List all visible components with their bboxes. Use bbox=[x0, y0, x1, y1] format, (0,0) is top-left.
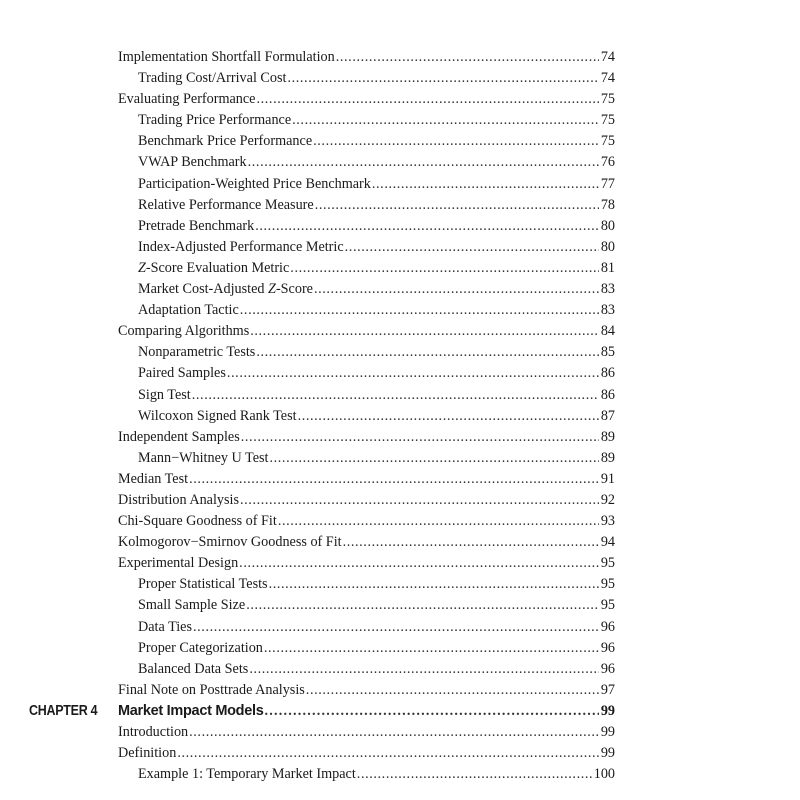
toc-entry-title: Median Test bbox=[118, 470, 189, 487]
toc-entry-title: Proper Categorization bbox=[138, 639, 263, 656]
dot-leader bbox=[269, 574, 599, 595]
dot-leader bbox=[264, 638, 599, 659]
dot-leader bbox=[240, 490, 599, 511]
toc-entry-title: Relative Performance Measure bbox=[138, 196, 314, 213]
toc-entry bbox=[0, 553, 800, 574]
dot-leader bbox=[248, 152, 599, 173]
toc-page-number: 75 bbox=[600, 91, 615, 108]
toc-entry bbox=[0, 448, 800, 469]
toc-line bbox=[138, 237, 615, 258]
dot-leader bbox=[343, 532, 599, 553]
toc-entry-title: Introduction bbox=[118, 723, 189, 740]
toc-entry bbox=[0, 680, 800, 701]
toc-entry bbox=[0, 617, 800, 638]
dot-leader bbox=[265, 701, 599, 722]
toc-line bbox=[138, 638, 615, 659]
toc-page-number: 94 bbox=[600, 534, 615, 551]
toc-line bbox=[138, 764, 615, 785]
toc-entry-title: Chi-Square Goodness of Fit bbox=[118, 513, 277, 530]
toc-entry-title: Index-Adjusted Performance Metric bbox=[138, 238, 344, 255]
toc-line bbox=[118, 511, 615, 532]
toc-page-number: 87 bbox=[600, 407, 615, 424]
toc-entry bbox=[0, 659, 800, 680]
dot-leader bbox=[315, 195, 599, 216]
toc-line bbox=[138, 385, 615, 406]
toc-entry bbox=[0, 511, 800, 532]
dot-leader bbox=[345, 237, 599, 258]
dot-leader bbox=[240, 300, 599, 321]
toc-entry bbox=[0, 300, 800, 321]
toc-entry bbox=[0, 532, 800, 553]
dot-leader bbox=[306, 680, 599, 701]
toc-page-number: 95 bbox=[600, 555, 615, 572]
dot-leader bbox=[241, 427, 599, 448]
toc-line bbox=[138, 342, 615, 363]
toc-entry-title: Mann−Whitney U Test bbox=[138, 449, 269, 466]
toc-page-number: 96 bbox=[600, 639, 615, 656]
toc-page-number: 74 bbox=[600, 70, 615, 87]
toc-page-number: 83 bbox=[600, 281, 615, 298]
toc-line bbox=[118, 89, 615, 110]
toc-entry-title: Balanced Data Sets bbox=[138, 660, 249, 677]
toc-page-number: 81 bbox=[600, 259, 615, 276]
dot-leader bbox=[287, 68, 598, 89]
toc-entry-title: Data Ties bbox=[138, 618, 192, 635]
toc-page-number: 77 bbox=[600, 175, 615, 192]
toc-entry bbox=[0, 490, 800, 511]
toc-line bbox=[138, 152, 615, 173]
toc-entry-title: Z-Score Evaluation Metric bbox=[138, 259, 290, 276]
dot-leader bbox=[193, 617, 599, 638]
toc-page-number: 96 bbox=[600, 660, 615, 677]
toc-line bbox=[138, 279, 615, 300]
toc-page-number: 91 bbox=[600, 470, 615, 487]
dot-leader bbox=[246, 595, 599, 616]
toc-page-number: 83 bbox=[600, 302, 615, 319]
dot-leader bbox=[189, 469, 599, 490]
toc-line bbox=[138, 363, 615, 384]
toc-entry bbox=[0, 279, 800, 300]
dot-leader bbox=[298, 406, 599, 427]
toc-entry bbox=[0, 195, 800, 216]
toc-line bbox=[118, 47, 615, 68]
toc-line bbox=[138, 68, 615, 89]
toc-line bbox=[138, 300, 615, 321]
dot-leader bbox=[256, 342, 598, 363]
dot-leader bbox=[189, 722, 599, 743]
toc-line bbox=[138, 448, 615, 469]
toc-page-number: 74 bbox=[600, 49, 615, 65]
toc-line bbox=[118, 490, 615, 511]
toc-page-number: 97 bbox=[600, 681, 615, 698]
toc-entry bbox=[0, 321, 800, 342]
toc-entry-title: Comparing Algorithms bbox=[118, 323, 250, 340]
toc-page-number: 75 bbox=[600, 133, 615, 150]
toc-line bbox=[118, 553, 615, 574]
toc-page-number: 76 bbox=[600, 154, 615, 171]
toc-line bbox=[138, 258, 615, 279]
toc-page-number: 86 bbox=[600, 386, 615, 403]
toc-page-number: 92 bbox=[600, 491, 615, 508]
toc-page-number: 95 bbox=[600, 597, 615, 614]
toc-line bbox=[138, 110, 615, 131]
toc-page-number: 78 bbox=[600, 196, 615, 213]
toc-entry bbox=[0, 110, 800, 131]
dot-leader bbox=[250, 321, 599, 342]
dot-leader bbox=[290, 258, 599, 279]
toc-entry-title: Participation-Weighted Price Benchmark bbox=[138, 175, 371, 192]
toc-entry-title: Independent Samples bbox=[118, 428, 240, 445]
toc-entry-title: Trading Price Performance bbox=[138, 112, 292, 129]
toc-entry bbox=[0, 363, 800, 384]
toc-entry bbox=[0, 638, 800, 659]
toc-line bbox=[118, 722, 615, 743]
toc-entry bbox=[0, 152, 800, 173]
dot-leader bbox=[256, 89, 598, 110]
toc-page-number: 99 bbox=[600, 723, 615, 740]
toc-entry-title: Implementation Shortfall Formulation bbox=[118, 49, 335, 65]
toc-entry-title: Kolmogorov−Smirnov Goodness of Fit bbox=[118, 534, 342, 551]
table-of-contents bbox=[0, 47, 800, 785]
toc-entry-title: Nonparametric Tests bbox=[138, 344, 256, 361]
toc-entry bbox=[0, 174, 800, 195]
toc-page-number: 93 bbox=[600, 513, 615, 530]
toc-entry bbox=[0, 131, 800, 152]
dot-leader bbox=[192, 385, 599, 406]
toc-line bbox=[138, 195, 615, 216]
toc-page-number: 95 bbox=[600, 576, 615, 593]
toc-page-number: 96 bbox=[600, 618, 615, 635]
toc-line bbox=[118, 427, 615, 448]
dot-leader bbox=[278, 511, 599, 532]
dot-leader bbox=[249, 659, 599, 680]
toc-entry-title: Paired Samples bbox=[138, 365, 226, 382]
toc-entry bbox=[0, 216, 800, 237]
toc-entry-title: Small Sample Size bbox=[138, 597, 246, 614]
toc-line bbox=[138, 406, 615, 427]
dot-leader bbox=[336, 47, 599, 68]
dot-leader bbox=[239, 553, 599, 574]
toc-line bbox=[118, 321, 615, 342]
toc-entry-title: Proper Statistical Tests bbox=[138, 576, 268, 593]
dot-leader bbox=[255, 216, 599, 237]
toc-entry bbox=[0, 469, 800, 490]
toc-entry-title: Benchmark Price Performance bbox=[138, 133, 313, 150]
toc-line bbox=[118, 680, 615, 701]
toc-entry-title: Definition bbox=[118, 745, 177, 761]
toc-entry bbox=[0, 764, 800, 785]
toc-page-number: 75 bbox=[600, 112, 615, 129]
toc-entry bbox=[0, 743, 800, 764]
dot-leader bbox=[227, 363, 599, 384]
toc-entry bbox=[0, 237, 800, 258]
chapter-label: CHAPTER 4 bbox=[29, 702, 98, 719]
toc-entry bbox=[0, 258, 800, 279]
toc-page-number: 84 bbox=[600, 323, 615, 340]
toc-page-number: 99 bbox=[600, 745, 615, 761]
toc-entry-title: Wilcoxon Signed Rank Test bbox=[138, 407, 297, 424]
toc-entry-title: Trading Cost/Arrival Cost bbox=[138, 70, 287, 87]
toc-line bbox=[138, 659, 615, 680]
toc-entry-title: Final Note on Posttrade Analysis bbox=[118, 681, 305, 698]
toc-line bbox=[138, 574, 615, 595]
dot-leader bbox=[292, 110, 599, 131]
toc-entry-title: Adaptation Tactic bbox=[138, 302, 239, 319]
toc-entry bbox=[0, 342, 800, 363]
toc-line bbox=[118, 701, 615, 722]
toc-entry-title: Example 1: Temporary Market Impact bbox=[138, 766, 356, 783]
dot-leader bbox=[314, 279, 599, 300]
toc-line bbox=[138, 131, 615, 152]
toc-entry-title: Experimental Design bbox=[118, 555, 239, 572]
dot-leader bbox=[177, 743, 598, 764]
toc-entry-title: Sign Test bbox=[138, 386, 191, 403]
toc-page-number: 100 bbox=[593, 766, 615, 783]
toc-entry bbox=[0, 89, 800, 110]
toc-line bbox=[118, 532, 615, 553]
toc-page-number: 89 bbox=[600, 428, 615, 445]
toc-entry-title: VWAP Benchmark bbox=[138, 154, 247, 171]
toc-entry bbox=[0, 47, 800, 68]
toc-entry-title: Distribution Analysis bbox=[118, 491, 239, 508]
toc-entry-title: Pretrade Benchmark bbox=[138, 217, 255, 234]
toc-entry bbox=[0, 722, 800, 743]
toc-line bbox=[118, 743, 615, 764]
dot-leader bbox=[372, 174, 599, 195]
toc-line bbox=[138, 595, 615, 616]
dot-leader bbox=[269, 448, 598, 469]
toc-page-number: 80 bbox=[600, 217, 615, 234]
dot-leader bbox=[313, 131, 599, 152]
toc-page-number: 86 bbox=[600, 365, 615, 382]
toc-page-number: 89 bbox=[600, 449, 615, 466]
toc-page-number: 85 bbox=[600, 344, 615, 361]
toc-entry bbox=[0, 574, 800, 595]
toc-line bbox=[138, 617, 615, 638]
toc-entry bbox=[0, 427, 800, 448]
toc-page-number: 99 bbox=[600, 702, 615, 719]
toc-page-number: 80 bbox=[600, 238, 615, 255]
toc-line bbox=[118, 469, 615, 490]
toc-line bbox=[138, 216, 615, 237]
dot-leader bbox=[357, 764, 592, 785]
toc-entry bbox=[0, 595, 800, 616]
toc-entry bbox=[0, 385, 800, 406]
toc-line bbox=[138, 174, 615, 195]
toc-entry-title: Evaluating Performance bbox=[118, 91, 256, 108]
toc-entry-title: Market Impact Models bbox=[118, 702, 264, 719]
toc-entry-title: Market Cost-Adjusted Z-Score bbox=[138, 281, 313, 298]
toc-chapter-entry bbox=[0, 701, 800, 722]
toc-entry bbox=[0, 406, 800, 427]
toc-entry bbox=[0, 68, 800, 89]
